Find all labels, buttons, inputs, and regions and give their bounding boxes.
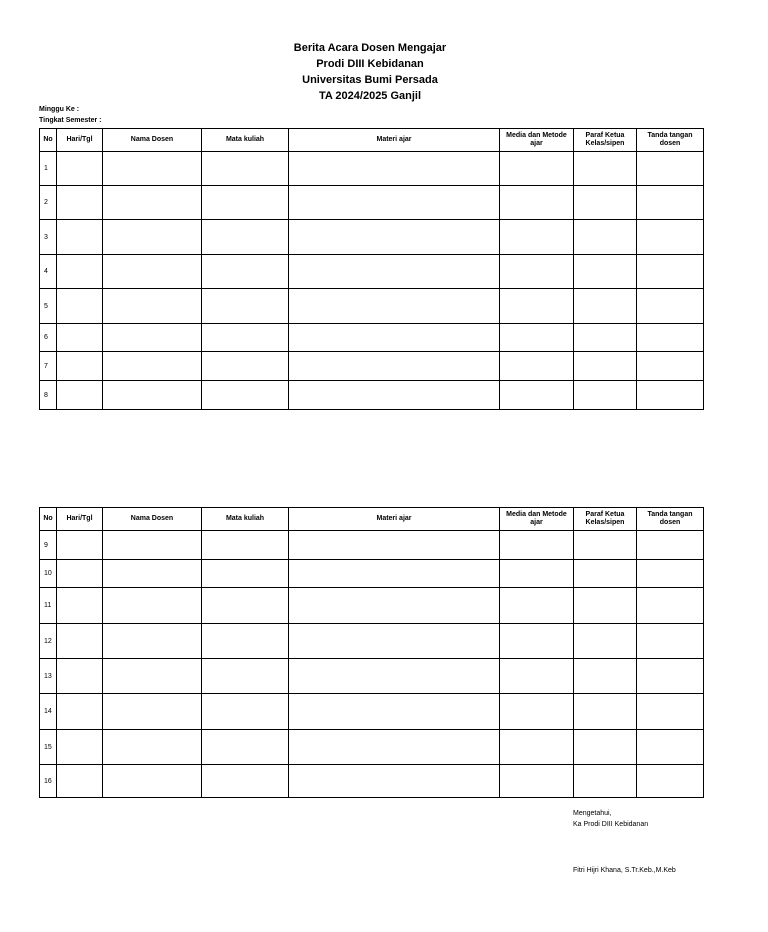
row-number: 11: [40, 588, 57, 624]
table-row: [40, 352, 704, 381]
empty-cell[interactable]: [289, 186, 500, 220]
empty-cell[interactable]: [57, 220, 103, 255]
empty-cell[interactable]: [637, 220, 704, 255]
row-number: 6: [40, 324, 57, 352]
empty-cell[interactable]: [637, 531, 704, 560]
empty-cell[interactable]: [57, 588, 103, 624]
empty-cell[interactable]: [57, 152, 103, 186]
row-number: 16: [40, 765, 57, 798]
row-number: 1: [40, 152, 57, 186]
empty-cell[interactable]: [57, 659, 103, 694]
title-line-3: Universitas Bumi Persada: [302, 74, 438, 86]
title-line-2: Prodi DIII Kebidanan: [316, 58, 424, 70]
empty-cell[interactable]: [289, 730, 500, 765]
empty-cell[interactable]: [103, 255, 202, 289]
title-line-4: TA 2024/2025 Ganjil: [318, 90, 422, 102]
empty-cell[interactable]: [103, 531, 202, 560]
table-header-row: [40, 129, 704, 152]
table-row: [40, 560, 704, 588]
empty-cell[interactable]: [57, 531, 103, 560]
empty-cell[interactable]: [574, 255, 637, 289]
empty-cell[interactable]: [637, 694, 704, 730]
kaprodi-name: Fitri Hijri Khana, S.Tr.Keb.,M.Keb: [573, 867, 676, 874]
row-number: 15: [40, 730, 57, 765]
empty-cell[interactable]: [202, 220, 289, 255]
empty-cell[interactable]: [289, 531, 500, 560]
empty-cell[interactable]: [637, 659, 704, 694]
mengetahui-label: Mengetahui,: [573, 810, 612, 817]
empty-cell[interactable]: [574, 694, 637, 730]
table-row: [40, 659, 704, 694]
empty-cell[interactable]: [202, 352, 289, 381]
table-header-row: [40, 508, 704, 531]
table-row: [40, 324, 704, 352]
col-header-paraf: Paraf Ketua Kelas/sipen: [574, 508, 637, 531]
empty-cell[interactable]: [103, 659, 202, 694]
row-number: 3: [40, 220, 57, 255]
empty-cell[interactable]: [500, 186, 574, 220]
table-row: [40, 765, 704, 798]
empty-cell[interactable]: [103, 730, 202, 765]
col-header-materi: Materi ajar: [289, 129, 500, 152]
empty-cell[interactable]: [202, 659, 289, 694]
empty-cell[interactable]: [103, 186, 202, 220]
empty-cell[interactable]: [574, 531, 637, 560]
col-header-nama: Nama Dosen: [103, 508, 202, 531]
title-line-1: Berita Acara Dosen Mengajar: [293, 42, 447, 54]
empty-cell[interactable]: [202, 152, 289, 186]
empty-cell[interactable]: [289, 659, 500, 694]
empty-cell[interactable]: [574, 624, 637, 659]
empty-cell[interactable]: [289, 588, 500, 624]
row-number: 9: [40, 531, 57, 560]
row-number: 8: [40, 381, 57, 410]
table-row: [40, 152, 704, 186]
empty-cell[interactable]: [289, 152, 500, 186]
empty-cell[interactable]: [574, 289, 637, 324]
empty-cell[interactable]: [574, 381, 637, 410]
empty-cell[interactable]: [637, 765, 704, 798]
empty-cell[interactable]: [500, 560, 574, 588]
col-header-hari: Hari/Tgl: [57, 508, 103, 531]
empty-cell[interactable]: [202, 289, 289, 324]
empty-cell[interactable]: [103, 381, 202, 410]
empty-cell[interactable]: [574, 220, 637, 255]
empty-cell[interactable]: [637, 560, 704, 588]
empty-cell[interactable]: [574, 588, 637, 624]
empty-cell[interactable]: [500, 531, 574, 560]
tingkat-semester-label: Tingkat Semester :: [39, 117, 102, 124]
col-header-media: Media dan Metode ajar: [500, 129, 574, 152]
empty-cell[interactable]: [103, 765, 202, 798]
empty-cell[interactable]: [574, 659, 637, 694]
empty-cell[interactable]: [103, 624, 202, 659]
col-header-mata: Mata kuliah: [202, 129, 289, 152]
empty-cell[interactable]: [103, 588, 202, 624]
empty-cell[interactable]: [574, 730, 637, 765]
table-row: [40, 730, 704, 765]
empty-cell[interactable]: [574, 324, 637, 352]
col-header-media: Media dan Metode ajar: [500, 508, 574, 531]
empty-cell[interactable]: [289, 352, 500, 381]
document-title: [0, 40, 740, 104]
empty-cell[interactable]: [103, 152, 202, 186]
empty-cell[interactable]: [500, 730, 574, 765]
attendance-table-1: [39, 128, 704, 410]
empty-cell[interactable]: [57, 730, 103, 765]
table-row: [40, 220, 704, 255]
empty-cell[interactable]: [637, 255, 704, 289]
table-row: [40, 381, 704, 410]
table-row: [40, 694, 704, 730]
empty-cell[interactable]: [202, 324, 289, 352]
table-row: [40, 588, 704, 624]
col-header-mata: Mata kuliah: [202, 508, 289, 531]
empty-cell[interactable]: [637, 381, 704, 410]
kaprodi-title: Ka Prodi DIII Kebidanan: [573, 821, 649, 828]
empty-cell[interactable]: [103, 352, 202, 381]
row-number: 4: [40, 255, 57, 289]
empty-cell[interactable]: [289, 255, 500, 289]
empty-cell[interactable]: [574, 186, 637, 220]
empty-cell[interactable]: [57, 694, 103, 730]
empty-cell[interactable]: [289, 624, 500, 659]
empty-cell[interactable]: [500, 381, 574, 410]
empty-cell[interactable]: [500, 152, 574, 186]
empty-cell[interactable]: [637, 152, 704, 186]
empty-cell[interactable]: [202, 186, 289, 220]
empty-cell[interactable]: [500, 624, 574, 659]
empty-cell[interactable]: [57, 560, 103, 588]
col-header-no: No: [40, 508, 57, 531]
empty-cell[interactable]: [637, 588, 704, 624]
empty-cell[interactable]: [57, 289, 103, 324]
empty-cell[interactable]: [574, 152, 637, 186]
col-header-no: No: [40, 129, 57, 152]
empty-cell[interactable]: [57, 186, 103, 220]
empty-cell[interactable]: [202, 624, 289, 659]
empty-cell[interactable]: [574, 560, 637, 588]
empty-cell[interactable]: [637, 624, 704, 659]
empty-cell[interactable]: [202, 381, 289, 410]
table-row: [40, 624, 704, 659]
col-header-paraf: Paraf Ketua Kelas/sipen: [574, 129, 637, 152]
col-header-ttd: Tanda tangan dosen: [637, 508, 704, 531]
empty-cell[interactable]: [500, 588, 574, 624]
empty-cell[interactable]: [289, 289, 500, 324]
empty-cell[interactable]: [500, 659, 574, 694]
empty-cell[interactable]: [202, 765, 289, 798]
empty-cell[interactable]: [202, 531, 289, 560]
row-number: 10: [40, 560, 57, 588]
empty-cell[interactable]: [500, 255, 574, 289]
empty-cell[interactable]: [289, 694, 500, 730]
row-number: 14: [40, 694, 57, 730]
empty-cell[interactable]: [574, 352, 637, 381]
empty-cell[interactable]: [103, 324, 202, 352]
col-header-nama: Nama Dosen: [103, 129, 202, 152]
row-number: 2: [40, 186, 57, 220]
empty-cell[interactable]: [202, 560, 289, 588]
empty-cell[interactable]: [500, 220, 574, 255]
table-row: [40, 255, 704, 289]
table-row: [40, 289, 704, 324]
col-header-hari: Hari/Tgl: [57, 129, 103, 152]
empty-cell[interactable]: [637, 730, 704, 765]
row-number: 12: [40, 624, 57, 659]
empty-cell[interactable]: [500, 289, 574, 324]
empty-cell[interactable]: [57, 324, 103, 352]
col-header-materi: Materi ajar: [289, 508, 500, 531]
empty-cell[interactable]: [500, 352, 574, 381]
empty-cell[interactable]: [574, 765, 637, 798]
empty-cell[interactable]: [289, 765, 500, 798]
empty-cell[interactable]: [637, 289, 704, 324]
minggu-ke-label: Minggu Ke :: [39, 106, 80, 113]
empty-cell[interactable]: [637, 186, 704, 220]
row-number: 13: [40, 659, 57, 694]
empty-cell[interactable]: [637, 352, 704, 381]
empty-cell[interactable]: [289, 560, 500, 588]
empty-cell[interactable]: [500, 765, 574, 798]
table-row: [40, 186, 704, 220]
empty-cell[interactable]: [289, 324, 500, 352]
table-row: [40, 531, 704, 560]
empty-cell[interactable]: [103, 289, 202, 324]
empty-cell[interactable]: [500, 694, 574, 730]
empty-cell[interactable]: [103, 220, 202, 255]
row-number: 7: [40, 352, 57, 381]
empty-cell[interactable]: [103, 560, 202, 588]
empty-cell[interactable]: [202, 694, 289, 730]
empty-cell[interactable]: [57, 765, 103, 798]
empty-cell[interactable]: [57, 381, 103, 410]
empty-cell[interactable]: [289, 381, 500, 410]
attendance-table-2: [39, 507, 704, 798]
empty-cell[interactable]: [289, 220, 500, 255]
col-header-ttd: Tanda tangan dosen: [637, 129, 704, 152]
empty-cell[interactable]: [57, 352, 103, 381]
empty-cell[interactable]: [637, 324, 704, 352]
empty-cell[interactable]: [500, 324, 574, 352]
empty-cell[interactable]: [103, 694, 202, 730]
empty-cell[interactable]: [202, 730, 289, 765]
empty-cell[interactable]: [57, 255, 103, 289]
empty-cell[interactable]: [57, 624, 103, 659]
empty-cell[interactable]: [202, 255, 289, 289]
empty-cell[interactable]: [202, 588, 289, 624]
row-number: 5: [40, 289, 57, 324]
